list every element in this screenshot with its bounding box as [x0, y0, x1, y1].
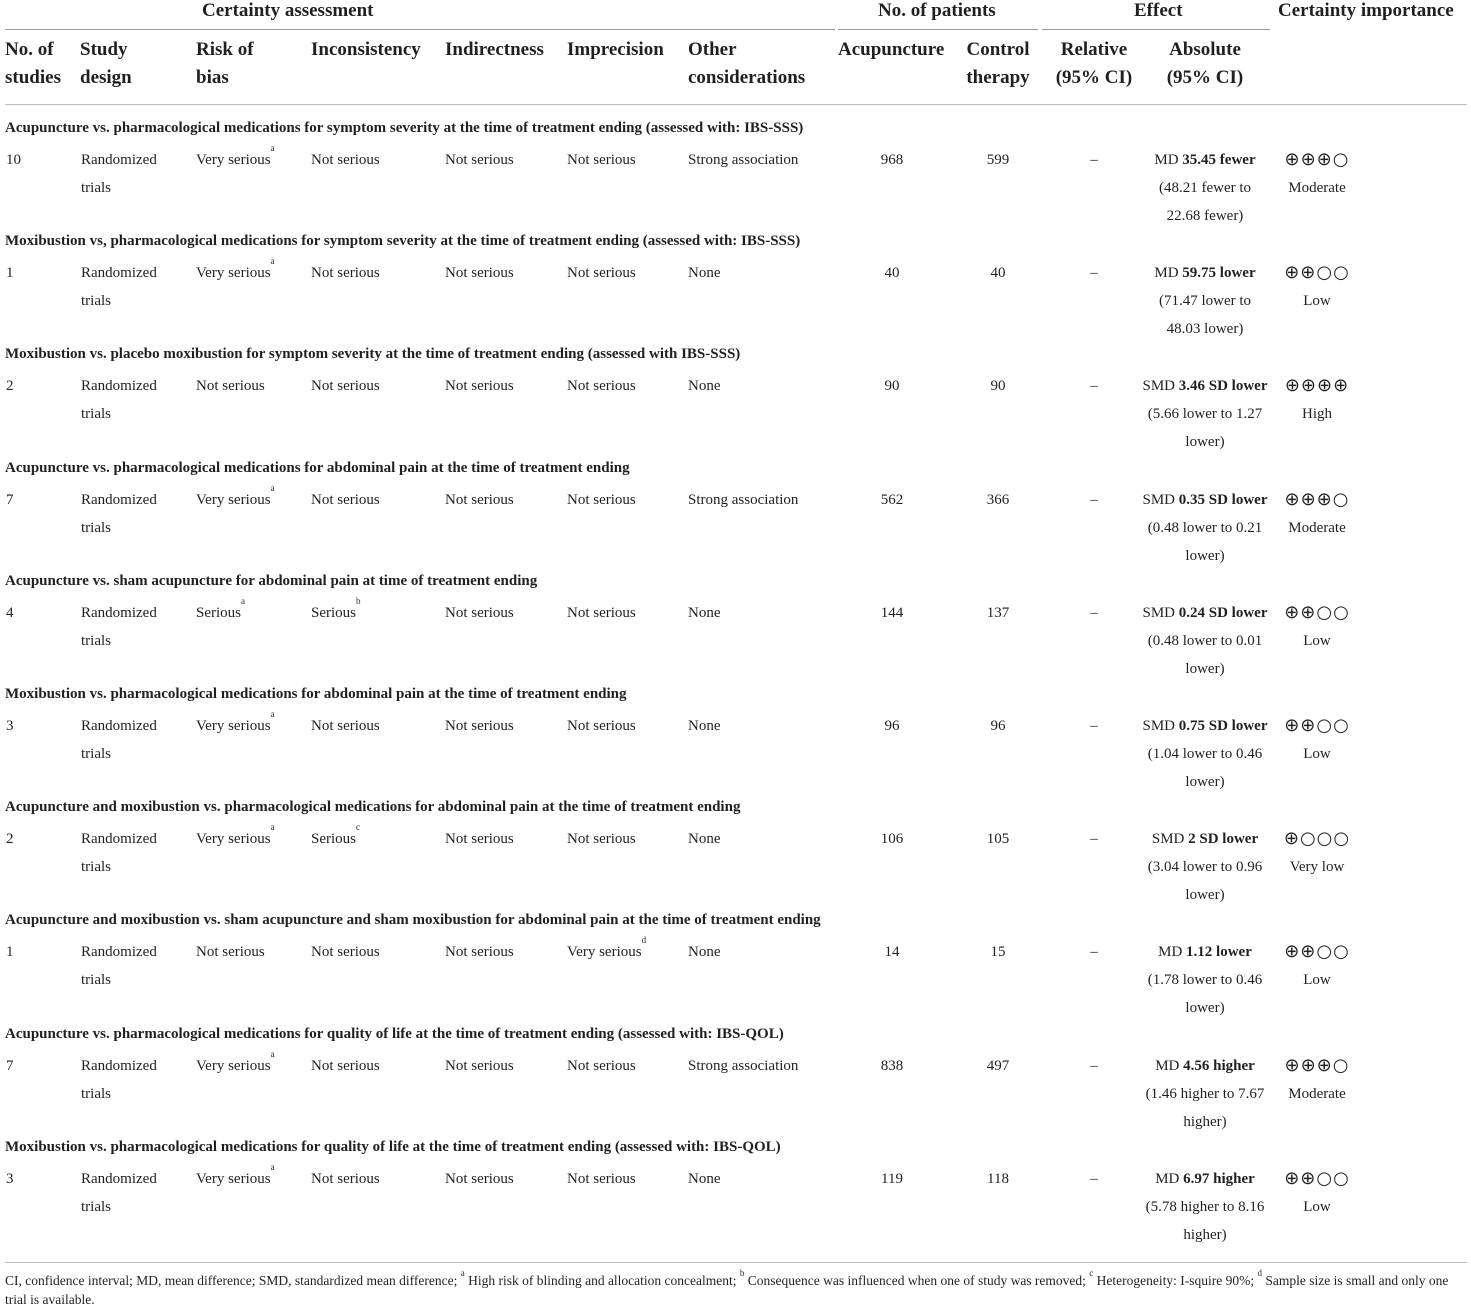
cell-absolute-value: 0.24 SD lower [1178, 605, 1268, 621]
cell-risk-of-bias [196, 372, 265, 400]
cell-absolute-measure: MD [1158, 944, 1187, 960]
cell-absolute-estimate [1130, 938, 1280, 966]
cell-inconsistency [311, 259, 380, 287]
section-title: Acupuncture and moxibustion vs. pharmacological medications for abdominal pain at the time of treatment ending [5, 799, 741, 815]
section-title: Acupuncture vs. sham acupuncture for abdominal pain at time of treatment ending [5, 573, 538, 589]
cell-study-design-line: Randomized [81, 1058, 157, 1074]
cell-risk-of-bias-footnote-mark: a [270, 143, 275, 153]
cell-indirectness: Not serious [445, 831, 514, 847]
cell-risk-of-bias-text: Serious [196, 605, 241, 621]
cell-absolute-value: 2 SD lower [1188, 831, 1259, 847]
cell-risk-of-bias-text: Very serious [196, 152, 271, 168]
cell-imprecision [567, 1052, 636, 1080]
cell-risk-of-bias-footnote-mark: a [270, 1049, 275, 1059]
certainty-rating-icon: ⊕⊕⊕○ [1284, 1055, 1350, 1076]
cell-absolute-ci: lower) [1185, 661, 1225, 677]
group-effect: Effect [1134, 0, 1183, 21]
cell-risk-of-bias [196, 822, 275, 853]
cell-absolute-measure: SMD [1142, 718, 1179, 734]
cell-absolute-value: 4.56 higher [1183, 1058, 1255, 1074]
cell-study-design [81, 372, 157, 428]
cell-risk-of-bias [196, 1049, 275, 1080]
group-rule-patients [838, 29, 1038, 30]
header-bottom-rule [5, 104, 1467, 105]
cell-imprecision-text: Not serious [567, 265, 636, 281]
col-header-other-considerations: Other considerations [688, 39, 806, 88]
cell-study-design-line: Randomized [81, 378, 157, 394]
cell-absolute-value: 59.75 lower [1182, 265, 1256, 281]
cell-absolute-ci: lower) [1185, 1000, 1225, 1016]
cell-inconsistency-text: Not serious [311, 1058, 380, 1074]
cell-absolute-value: 1.12 lower [1186, 944, 1252, 960]
cell-risk-of-bias-footnote-mark: a [270, 483, 275, 493]
cell-absolute-value: 0.35 SD lower [1178, 492, 1268, 508]
cell-absolute [1130, 938, 1280, 1022]
col-header-indirectness: Indirectness [445, 39, 544, 60]
cell-risk-of-bias [196, 596, 245, 627]
cell-imprecision-text: Not serious [567, 1058, 636, 1074]
cell-imprecision [567, 935, 647, 966]
group-rule-certainty [5, 29, 835, 30]
cell-absolute-measure: SMD [1142, 378, 1179, 394]
cell-control-count: 40 [990, 265, 1006, 281]
certainty-rating-icon: ⊕⊕○○ [1284, 1168, 1350, 1189]
certainty-label: Moderate [1288, 520, 1346, 536]
cell-relative: – [1090, 492, 1098, 508]
certainty-rating-icon: ⊕○○○ [1283, 828, 1351, 849]
cell-study-design-line: trials [81, 293, 111, 309]
cell-acupuncture-count: 838 [880, 1058, 904, 1074]
cell-absolute-ci: (1.04 lower to 0.46 [1147, 746, 1263, 762]
col-header-control-therapy: Control therapy [966, 39, 1030, 88]
cell-studies: 3 [6, 718, 14, 734]
cell-certainty [1267, 259, 1367, 315]
cell-acupuncture-count: 968 [880, 152, 904, 168]
cell-risk-of-bias-text: Very serious [196, 1171, 271, 1187]
cell-absolute-ci: higher) [1183, 1114, 1227, 1130]
col-header-imprecision: Imprecision [567, 39, 664, 60]
cell-inconsistency-text: Serious [311, 831, 356, 847]
cell-study-design-line: Randomized [81, 718, 157, 734]
cell-absolute-ci: (0.48 lower to 0.01 [1147, 633, 1263, 649]
cell-control-count: 599 [986, 152, 1010, 168]
cell-absolute [1130, 1052, 1280, 1136]
cell-risk-of-bias-footnote-mark: a [241, 596, 245, 606]
cell-absolute-estimate [1130, 372, 1280, 400]
col-header-acupuncture: Acupuncture [838, 39, 945, 60]
cell-risk-of-bias-text: Very serious [196, 1058, 271, 1074]
cell-indirectness: Not serious [445, 378, 514, 394]
cell-study-design [81, 1165, 157, 1221]
cell-imprecision [567, 599, 636, 627]
cell-risk-of-bias-footnote-mark: a [270, 709, 275, 719]
cell-other-considerations: Strong association [688, 152, 799, 168]
group-certainty-importance: Certainty importance [1278, 0, 1454, 21]
cell-absolute [1130, 146, 1280, 230]
cell-inconsistency-text: Not serious [311, 265, 380, 281]
cell-studies: 7 [6, 1058, 14, 1074]
cell-inconsistency [311, 596, 361, 627]
cell-risk-of-bias-footnote-mark: a [270, 256, 275, 266]
cell-studies: 1 [6, 944, 14, 960]
cell-study-design-line: trials [81, 859, 111, 875]
cell-absolute-value: 3.46 SD lower [1178, 378, 1268, 394]
cell-control-count: 105 [986, 831, 1010, 847]
cell-risk-of-bias-text: Not serious [196, 378, 265, 394]
cell-study-design [81, 486, 157, 542]
cell-other-considerations: None [688, 378, 721, 394]
cell-certainty [1267, 1165, 1367, 1221]
cell-absolute [1130, 1165, 1280, 1249]
section-title: Moxibustion vs. pharmacological medications for abdominal pain at the time of treatment ending [5, 686, 627, 702]
cell-absolute-ci: (48.21 fewer to [1158, 180, 1252, 196]
certainty-label: Low [1303, 1199, 1331, 1215]
cell-study-design-line: trials [81, 972, 111, 988]
cell-absolute-ci: (5.78 higher to 8.16 [1145, 1199, 1265, 1215]
cell-absolute [1130, 599, 1280, 683]
table-footnote: CI, confidence interval; MD, mean difference; SMD, standardized mean difference; $^a$ High risk of blinding and allocation concealment; $^b$ Consequence was influenced when one of study was removed; $^c$ Heterogeneity: I-squire 90%; $^d$ Sample size is small and only one trial is available. [5, 1268, 1449, 1307]
section-title: Moxibustion vs, pharmacological medications for symptom severity at the time of treatment ending (assessed with: IBS-SSS) [5, 233, 801, 249]
cell-absolute-measure: MD [1154, 152, 1183, 168]
certainty-rating-icon: ⊕⊕○○ [1284, 602, 1350, 623]
certainty-label: Low [1303, 972, 1331, 988]
cell-studies: 7 [6, 492, 14, 508]
cell-inconsistency [311, 712, 380, 740]
section-title: Acupuncture vs. pharmacological medications for symptom severity at the time of treatment ending (assessed with: IBS-SSS) [5, 120, 804, 136]
cell-inconsistency-text: Not serious [311, 944, 380, 960]
cell-absolute-estimate [1130, 146, 1280, 174]
cell-inconsistency-footnote-mark: b [356, 596, 361, 606]
cell-imprecision-footnote-mark: d [641, 935, 647, 945]
cell-control-count: 15 [990, 944, 1006, 960]
group-no-of-patients: No. of patients [878, 0, 996, 21]
cell-risk-of-bias-text: Very serious [196, 492, 271, 508]
cell-study-design [81, 1052, 157, 1108]
cell-risk-of-bias [196, 143, 275, 174]
cell-studies: 4 [6, 605, 14, 621]
cell-imprecision [567, 486, 636, 514]
cell-other-considerations: None [688, 605, 721, 621]
cell-study-design-line: trials [81, 746, 111, 762]
cell-certainty [1267, 938, 1367, 994]
cell-study-design-line: trials [81, 406, 111, 422]
cell-absolute-measure: SMD [1142, 492, 1179, 508]
certainty-label: Low [1303, 746, 1331, 762]
cell-certainty [1267, 486, 1367, 542]
cell-absolute-measure: MD [1154, 265, 1183, 281]
cell-imprecision-text: Not serious [567, 605, 636, 621]
cell-study-design-line: trials [81, 520, 111, 536]
cell-risk-of-bias-text: Very serious [196, 265, 271, 281]
cell-acupuncture-count: 40 [884, 265, 900, 281]
certainty-label: High [1302, 406, 1332, 422]
cell-inconsistency-text: Not serious [311, 1171, 380, 1187]
cell-acupuncture-count: 90 [884, 378, 900, 394]
group-rule-effect [1042, 29, 1270, 30]
cell-certainty [1267, 372, 1367, 428]
cell-inconsistency-text: Not serious [311, 718, 380, 734]
cell-other-considerations: None [688, 944, 721, 960]
cell-absolute-value: 35.45 fewer [1182, 152, 1256, 168]
certainty-label: Very low [1289, 859, 1345, 875]
cell-indirectness: Not serious [445, 1058, 514, 1074]
cell-studies: 2 [6, 831, 14, 847]
cell-inconsistency [311, 938, 380, 966]
cell-risk-of-bias [196, 1162, 275, 1193]
cell-absolute-ci: lower) [1185, 548, 1225, 564]
cell-other-considerations: None [688, 831, 721, 847]
certainty-label: Moderate [1288, 180, 1346, 196]
cell-absolute-value: 6.97 higher [1183, 1171, 1255, 1187]
cell-acupuncture-count: 562 [880, 492, 904, 508]
cell-relative: – [1090, 152, 1098, 168]
cell-absolute-measure: MD [1155, 1171, 1184, 1187]
cell-studies: 10 [6, 152, 21, 168]
cell-inconsistency-text: Not serious [311, 492, 380, 508]
cell-imprecision [567, 1165, 636, 1193]
cell-study-design-line: Randomized [81, 831, 157, 847]
col-header-studies: No. of studies [5, 39, 61, 88]
cell-imprecision [567, 146, 636, 174]
cell-certainty [1267, 825, 1367, 881]
cell-study-design-line: Randomized [81, 605, 157, 621]
cell-absolute-ci: (5.66 lower to 1.27 [1147, 406, 1263, 422]
cell-certainty [1267, 599, 1367, 655]
cell-absolute-estimate [1130, 599, 1280, 627]
cell-acupuncture-count: 106 [880, 831, 904, 847]
cell-risk-of-bias-text: Very serious [196, 831, 271, 847]
cell-risk-of-bias-text: Not serious [196, 944, 265, 960]
col-header-absolute: Absolute (95% CI) [1166, 39, 1244, 88]
cell-study-design [81, 825, 157, 881]
cell-imprecision-text: Not serious [567, 1171, 636, 1187]
cell-absolute-estimate [1130, 825, 1280, 853]
cell-relative: – [1090, 265, 1098, 281]
cell-indirectness: Not serious [445, 1171, 514, 1187]
cell-inconsistency [311, 822, 360, 853]
cell-study-design-line: trials [81, 1199, 111, 1215]
cell-other-considerations: Strong association [688, 492, 799, 508]
cell-study-design [81, 938, 157, 994]
cell-absolute-measure: MD [1155, 1058, 1184, 1074]
section-title: Acupuncture vs. pharmacological medications for abdominal pain at the time of treatment ending [5, 460, 630, 476]
cell-imprecision [567, 712, 636, 740]
cell-absolute-ci: (1.78 lower to 0.46 [1147, 972, 1263, 988]
certainty-label: Low [1303, 633, 1331, 649]
cell-control-count: 497 [986, 1058, 1010, 1074]
cell-study-design-line: Randomized [81, 152, 157, 168]
cell-absolute-ci: (3.04 lower to 0.96 [1147, 859, 1263, 875]
cell-studies: 3 [6, 1171, 14, 1187]
cell-absolute [1130, 712, 1280, 796]
cell-absolute-ci: 48.03 lower) [1166, 321, 1244, 337]
cell-study-design [81, 599, 157, 655]
cell-inconsistency [311, 1165, 380, 1193]
cell-other-considerations: None [688, 718, 721, 734]
cell-indirectness: Not serious [445, 605, 514, 621]
section-title: Acupuncture and moxibustion vs. sham acupuncture and sham moxibustion for abdominal pain at the time of treatment ending [5, 912, 821, 928]
cell-relative: – [1090, 378, 1098, 394]
cell-indirectness: Not serious [445, 265, 514, 281]
certainty-rating-icon: ⊕⊕○○ [1284, 715, 1350, 736]
cell-other-considerations: Strong association [688, 1058, 799, 1074]
cell-inconsistency [311, 1052, 380, 1080]
cell-indirectness: Not serious [445, 492, 514, 508]
cell-studies: 2 [6, 378, 14, 394]
cell-risk-of-bias-footnote-mark: a [270, 822, 275, 832]
col-header-risk-of-bias: Risk of bias [196, 39, 254, 88]
cell-risk-of-bias-text: Very serious [196, 718, 271, 734]
cell-relative: – [1090, 944, 1098, 960]
cell-imprecision-text: Not serious [567, 492, 636, 508]
cell-control-count: 118 [987, 1171, 1009, 1187]
cell-inconsistency-text: Not serious [311, 152, 380, 168]
cell-absolute-measure: SMD [1142, 605, 1179, 621]
cell-absolute-ci: (0.48 lower to 0.21 [1147, 520, 1263, 536]
cell-imprecision-text: Not serious [567, 831, 636, 847]
cell-absolute [1130, 825, 1280, 909]
cell-risk-of-bias [196, 709, 275, 740]
cell-study-design-line: Randomized [81, 265, 157, 281]
cell-absolute-ci: lower) [1185, 434, 1225, 450]
cell-imprecision-text: Very serious [567, 944, 642, 960]
cell-absolute-ci: (71.47 lower to [1158, 293, 1252, 309]
cell-acupuncture-count: 144 [880, 605, 904, 621]
certainty-label: Low [1303, 293, 1331, 309]
cell-acupuncture-count: 14 [884, 944, 900, 960]
cell-study-design-line: trials [81, 1086, 111, 1102]
cell-absolute [1130, 259, 1280, 343]
col-header-relative: Relative (95% CI) [1055, 39, 1133, 88]
cell-other-considerations: None [688, 1171, 721, 1187]
cell-absolute-estimate [1130, 1165, 1280, 1193]
cell-absolute-measure: SMD [1151, 831, 1189, 847]
cell-control-count: 366 [986, 492, 1010, 508]
cell-absolute-estimate [1130, 712, 1280, 740]
cell-inconsistency-text: Not serious [311, 378, 380, 394]
cell-studies: 1 [6, 265, 14, 281]
cell-absolute [1130, 486, 1280, 570]
cell-certainty [1267, 1052, 1367, 1108]
certainty-label: Moderate [1288, 1086, 1346, 1102]
cell-imprecision-text: Not serious [567, 378, 636, 394]
cell-inconsistency-footnote-mark: c [356, 822, 360, 832]
table-bottom-rule [5, 1262, 1467, 1263]
cell-study-design-line: Randomized [81, 944, 157, 960]
section-title: Moxibustion vs. pharmacological medications for quality of life at the time of treatment ending (assessed with: IBS-QOL) [5, 1139, 781, 1155]
cell-absolute-estimate [1130, 259, 1280, 287]
certainty-rating-icon: ⊕⊕⊕○ [1284, 149, 1350, 170]
cell-inconsistency [311, 372, 380, 400]
cell-control-count: 90 [990, 378, 1006, 394]
section-title: Acupuncture vs. pharmacological medications for quality of life at the time of treatment ending (assessed with: IBS-QOL) [5, 1026, 784, 1042]
cell-control-count: 96 [990, 718, 1006, 734]
cell-acupuncture-count: 119 [881, 1171, 903, 1187]
cell-other-considerations: None [688, 265, 721, 281]
cell-relative: – [1090, 1171, 1098, 1187]
group-certainty-assessment: Certainty assessment [202, 0, 374, 21]
cell-indirectness: Not serious [445, 944, 514, 960]
cell-absolute-estimate [1130, 1052, 1280, 1080]
cell-inconsistency [311, 146, 380, 174]
cell-relative: – [1090, 605, 1098, 621]
cell-absolute-ci: (1.46 higher to 7.67 [1145, 1086, 1265, 1102]
col-header-inconsistency: Inconsistency [311, 39, 421, 60]
cell-study-design-line: trials [81, 633, 111, 649]
cell-absolute [1130, 372, 1280, 456]
cell-certainty [1267, 712, 1367, 768]
col-header-study-design: Study design [80, 39, 132, 88]
cell-study-design-line: Randomized [81, 492, 157, 508]
cell-imprecision [567, 372, 636, 400]
cell-study-design-line: Randomized [81, 1171, 157, 1187]
certainty-rating-icon: ⊕⊕⊕○ [1284, 489, 1350, 510]
cell-study-design [81, 146, 157, 202]
cell-imprecision-text: Not serious [567, 152, 636, 168]
cell-inconsistency [311, 486, 380, 514]
cell-inconsistency-text: Serious [311, 605, 356, 621]
cell-relative: – [1090, 718, 1098, 734]
cell-absolute-ci: 22.68 fewer) [1166, 208, 1244, 224]
cell-certainty [1267, 146, 1367, 202]
cell-imprecision [567, 825, 636, 853]
cell-absolute-estimate [1130, 486, 1280, 514]
cell-relative: – [1090, 1058, 1098, 1074]
cell-risk-of-bias [196, 256, 275, 287]
cell-control-count: 137 [986, 605, 1010, 621]
cell-study-design [81, 259, 157, 315]
certainty-rating-icon: ⊕⊕⊕⊕ [1284, 375, 1350, 396]
cell-risk-of-bias [196, 483, 275, 514]
cell-imprecision-text: Not serious [567, 718, 636, 734]
cell-absolute-ci: lower) [1185, 887, 1225, 903]
cell-absolute-ci: higher) [1183, 1227, 1227, 1243]
certainty-rating-icon: ⊕⊕○○ [1284, 941, 1350, 962]
cell-acupuncture-count: 96 [884, 718, 900, 734]
cell-study-design-line: trials [81, 180, 111, 196]
cell-study-design [81, 712, 157, 768]
cell-indirectness: Not serious [445, 718, 514, 734]
section-title: Moxibustion vs. placebo moxibustion for symptom severity at the time of treatment ending (assessed with IBS-SSS) [5, 346, 741, 362]
cell-absolute-value: 0.75 SD lower [1178, 718, 1268, 734]
cell-indirectness: Not serious [445, 152, 514, 168]
cell-imprecision [567, 259, 636, 287]
cell-relative: – [1090, 831, 1098, 847]
certainty-rating-icon: ⊕⊕○○ [1284, 262, 1350, 283]
cell-risk-of-bias-footnote-mark: a [270, 1162, 275, 1172]
cell-absolute-ci: lower) [1185, 774, 1225, 790]
cell-risk-of-bias [196, 938, 265, 966]
